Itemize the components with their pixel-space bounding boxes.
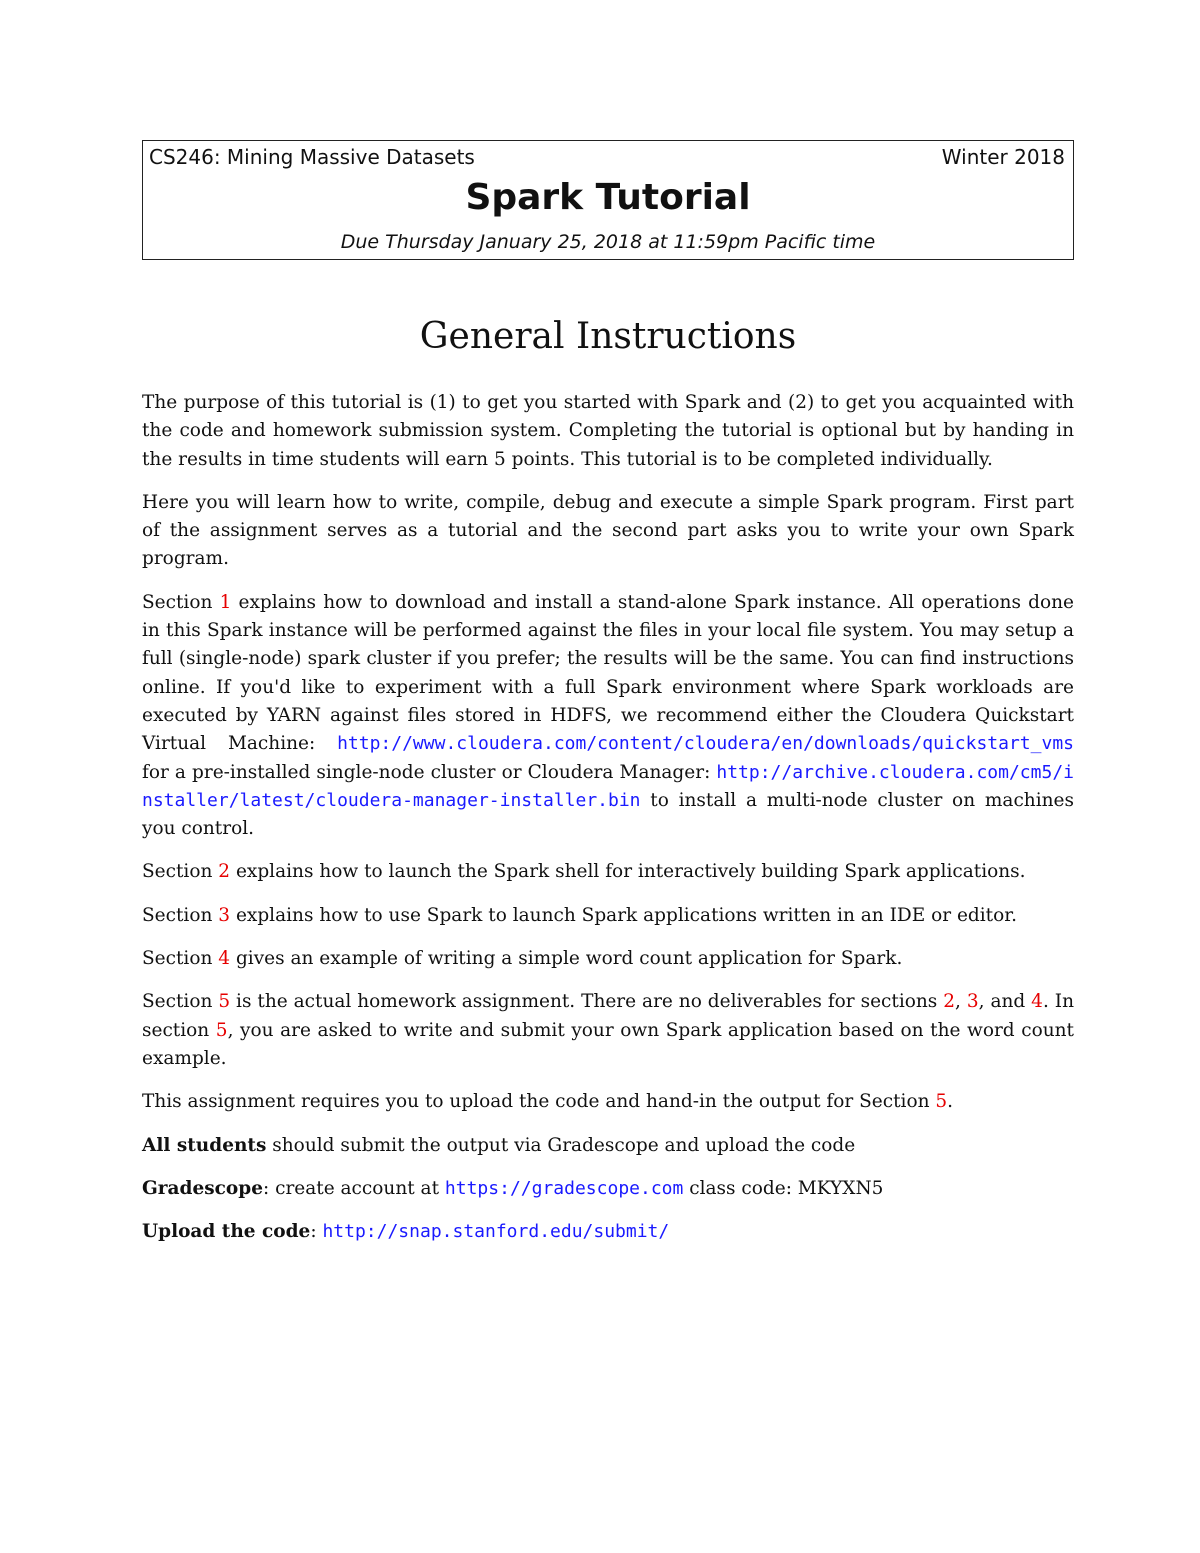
section-title: General Instructions (419, 316, 797, 357)
bold-label: All students (142, 1134, 267, 1156)
paragraph-section-4 (142, 945, 1074, 973)
section-reference-link[interactable]: 2 (943, 991, 956, 1013)
section-reference-link[interactable]: 2 (218, 861, 231, 883)
paragraph-all-students (142, 1132, 1074, 1160)
document-page (142, 140, 1074, 1261)
cloudera-manager-link[interactable]: http://archive.cloudera.com/cm5/installer/latest/cloudera-manager-installer.bin (142, 761, 1074, 811)
text: class code: MKYXN5 (683, 1177, 884, 1199)
bold-label: Upload the code (142, 1221, 311, 1243)
section-reference-link[interactable]: 4 (218, 948, 231, 970)
paragraph-upload-requirement (142, 1088, 1074, 1116)
text: explains how to launch the Spark shell for interactively building Spark applications. (230, 861, 1026, 883)
paragraph-section-3 (142, 902, 1074, 930)
text: gives an example of writing a simple word count application for Spark. (230, 948, 903, 970)
section-reference-link[interactable]: 3 (966, 991, 979, 1013)
text: , (955, 991, 967, 1013)
paragraph-section-5 (142, 988, 1074, 1073)
paragraph-upload-code (142, 1218, 1074, 1246)
paragraph-section-2 (142, 858, 1074, 886)
paragraph-gradescope (142, 1175, 1074, 1203)
text: . In section (142, 991, 1074, 1041)
text: explains how to use Spark to launch Spark applications written in an IDE or editor. (230, 904, 1017, 926)
section-reference-link[interactable]: 3 (218, 904, 231, 926)
paragraph-purpose: The purpose of this tutorial is (1) to get you started with Spark and (2) to get you acquainted with the code and homework submission system. Completing the tutorial is optional but by handing in the results in time students will earn 5 points. This tutorial is to be completed individually. (142, 392, 1074, 470)
text: Section (142, 861, 219, 883)
course-name: CS246: Mining Massive Datasets (149, 145, 475, 169)
text: , you are asked to write and submit your own Spark application based on the word count example. (142, 1019, 1074, 1069)
text: , and (978, 991, 1032, 1013)
gradescope-link[interactable]: https://gradescope.com (444, 1177, 684, 1199)
header-box (142, 140, 1074, 260)
text: Section (142, 948, 219, 970)
paragraph-section-1 (142, 589, 1074, 844)
due-date: Due Thursday January 25, 2018 at 11:59pm Pacific time (340, 231, 876, 253)
text: . (947, 1091, 954, 1113)
text: : create account at (262, 1177, 445, 1199)
section-reference-link[interactable]: 4 (1031, 991, 1043, 1013)
text: to install a multi-node cluster on machines you control. (142, 789, 1074, 840)
text: This assignment requires you to upload the code and hand-in the output for Section (142, 1091, 936, 1113)
section-reference-link[interactable]: 5 (935, 1091, 948, 1113)
text: Section (142, 991, 219, 1013)
text: explains how to download and install a stand-alone Spark instance. All operations done in this Spark instance will be performed against the files in your local file system. You may setup a full (single-node) spark cluster if you prefer; the results will be the same. You can find instructions online. If you'd like to experiment with a full Spark environment where Spark workloads are executed by YARN against files stored in HDFS, we recommend either the Cloudera Quickstart Virtual Machine: (142, 591, 1074, 755)
bold-label: Gradescope (142, 1177, 263, 1199)
section-reference-link[interactable]: 5 (215, 1019, 228, 1041)
text: Section (142, 904, 219, 926)
text: is the actual homework assignment. There are no deliverables for sections (230, 991, 944, 1013)
cloudera-quickstart-link[interactable]: http://www.cloudera.com/content/cloudera/en/downloads/quickstart_vms (337, 733, 1074, 755)
text: Section (142, 591, 220, 613)
paragraph-overview: Here you will learn how to write, compile, debug and execute a simple Spark program. First part of the assignment serves as a tutorial and the second part asks you to write your own Spark program. (142, 491, 1074, 570)
text: : (310, 1221, 323, 1243)
section-reference-link[interactable]: 1 (219, 591, 232, 613)
section-reference-link[interactable]: 5 (218, 991, 231, 1013)
document-title: Spark Tutorial (465, 177, 751, 218)
text: for a pre-installed single-node cluster or Cloudera Manager: (142, 761, 717, 783)
term-label: Winter 2018 (941, 145, 1065, 169)
text: should submit the output via Gradescope and upload the code (266, 1134, 856, 1156)
submit-link[interactable]: http://snap.stanford.edu/submit/ (322, 1221, 670, 1243)
